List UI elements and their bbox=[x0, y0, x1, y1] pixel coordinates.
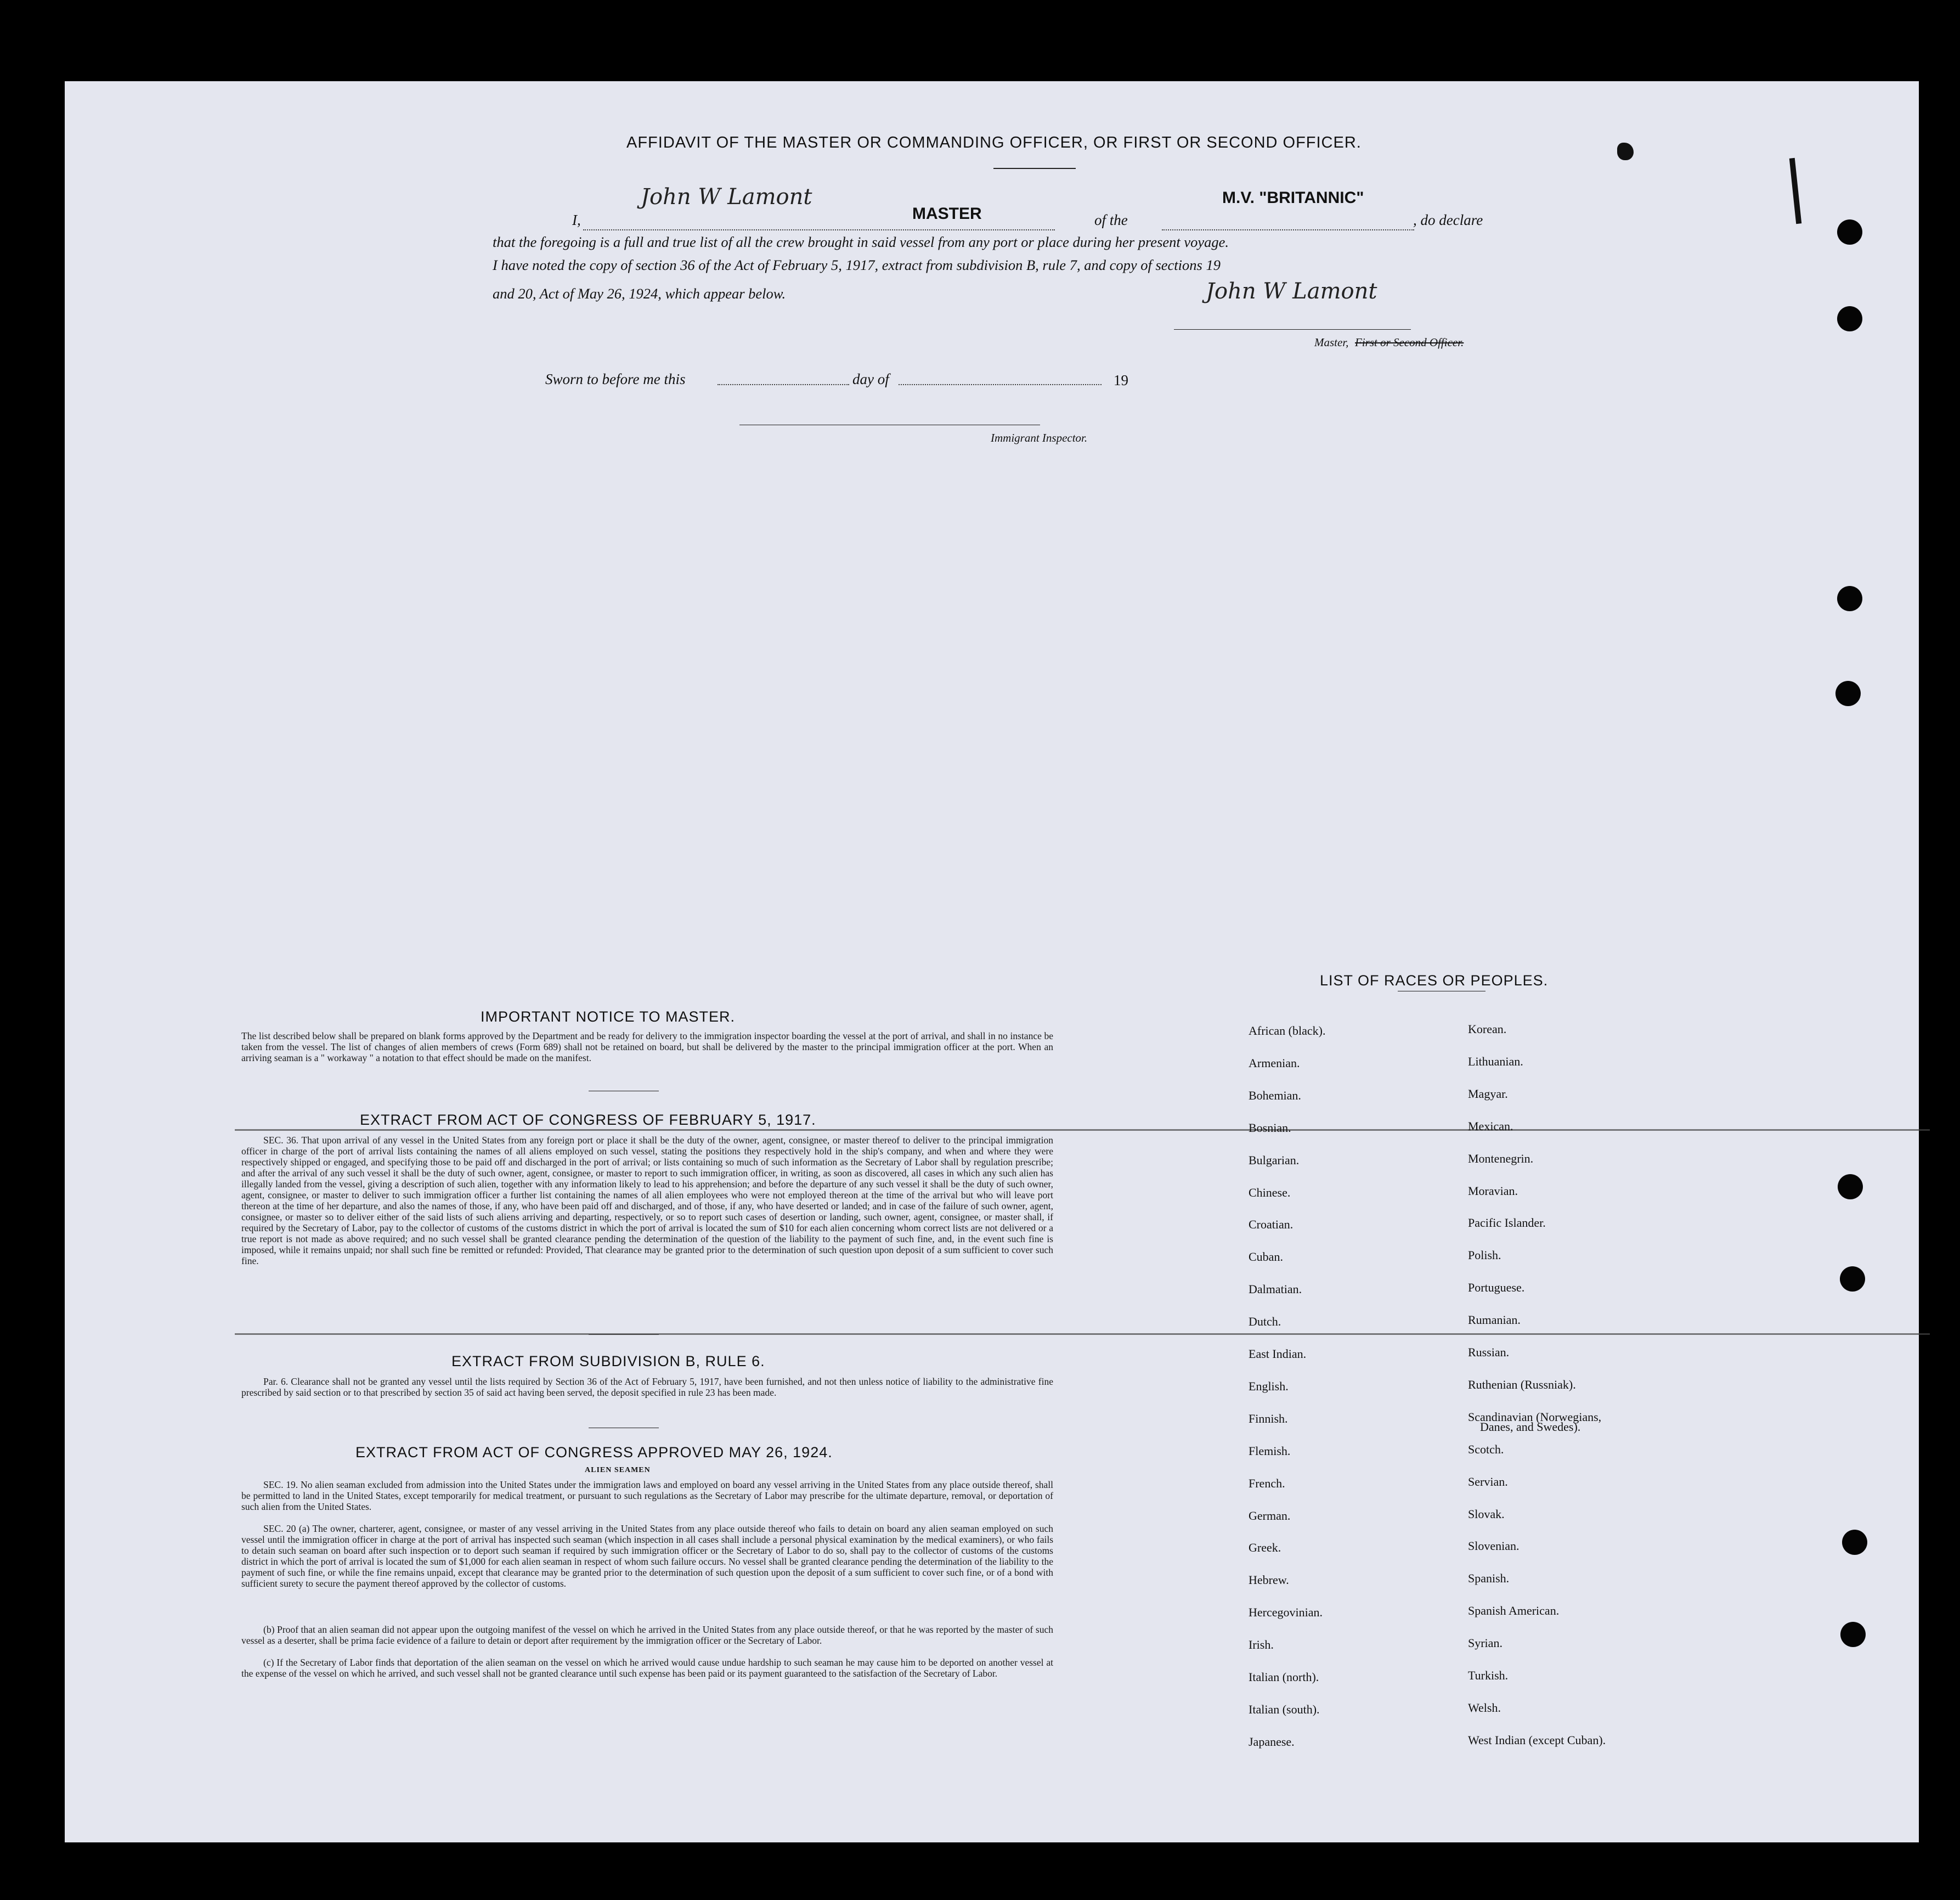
race-item: Welsh. bbox=[1468, 1700, 1501, 1715]
race-item: Dalmatian. bbox=[1249, 1282, 1302, 1296]
race-item: Italian (south). bbox=[1249, 1702, 1320, 1716]
fold-line bbox=[235, 1333, 1930, 1335]
race-item: African (black). bbox=[1249, 1024, 1326, 1038]
year-prefix: 19 bbox=[1114, 372, 1128, 388]
day-of-label: day of bbox=[852, 371, 889, 387]
master-label: Master, bbox=[1314, 336, 1349, 349]
master-signature-bottom: John W Lamont bbox=[1206, 279, 1377, 304]
name-line bbox=[583, 229, 1055, 230]
race-item: Montenegrin. bbox=[1468, 1151, 1534, 1165]
race-item: Bohemian. bbox=[1249, 1088, 1301, 1102]
race-item: Hebrew. bbox=[1249, 1573, 1289, 1587]
races-title: LIST OF RACES OR PEOPLES. bbox=[1320, 972, 1549, 989]
race-item: Hercegovinian. bbox=[1249, 1605, 1323, 1620]
sec-19-body: SEC. 19. No alien seaman excluded from admission into the United States under the immigration laws and employed on board any vessel arriving in the United States from any place outside thereof, shall be permitted to land in the United States, except temporarily for medical treatment, or pursuant to such regulations as the Secretary of Labor may prescribe for the ultimate departure, removal, or deportation of such alien from the United States. bbox=[241, 1479, 1053, 1512]
race-item: Spanish. bbox=[1468, 1571, 1510, 1586]
ink-mark bbox=[1789, 158, 1801, 224]
race-item: Greek. bbox=[1249, 1541, 1281, 1555]
race-item: Italian (north). bbox=[1249, 1670, 1319, 1684]
punch-hole bbox=[1840, 1622, 1866, 1647]
rule-6-body: Par. 6. Clearance shall not be granted any vessel until the lists required by Section 36 of the Act of February 5, 1917, have been furnished, and not then unless notice of liability to the administrative fine prescribed by said section or to that prescribed by section 35 of said act having been served, the deposit specified in rule 23 has been made. bbox=[241, 1376, 1053, 1398]
race-item: Polish. bbox=[1468, 1248, 1501, 1262]
ink-mark bbox=[1617, 143, 1634, 160]
race-item: Flemish. bbox=[1249, 1444, 1291, 1458]
i-label: I, bbox=[572, 212, 581, 228]
punch-hole bbox=[1837, 306, 1862, 331]
alien-seamen-subtitle: ALIEN SEAMEN bbox=[585, 1466, 651, 1474]
race-item: Slovak. bbox=[1468, 1507, 1505, 1521]
race-item: German. bbox=[1249, 1508, 1291, 1523]
race-item: Finnish. bbox=[1249, 1411, 1288, 1425]
sworn-day-line bbox=[718, 384, 849, 385]
affidavit-line-2: that the foregoing is a full and true list of all the crew brought in said vessel from any port or place during her present voyage. bbox=[493, 234, 1229, 250]
race-item: Pacific Islander. bbox=[1468, 1216, 1546, 1230]
sec-20b-body: (b) Proof that an alien seaman did not appear upon the outgoing manifest of the vessel on which he arrived in the United States from any place outside thereof, or that he was reported by the master of such vessel as a deserter, shall be prima facie evidence of a failure to detain or deport after requirement by the immigration officer or the Secretary of Labor. bbox=[241, 1624, 1053, 1646]
affidavit-line-3: I have noted the copy of section 36 of the Act of February 5, 1917, extract from subdivision B, rule 7, and copy of sections 19 bbox=[493, 257, 1221, 273]
punch-hole bbox=[1837, 586, 1862, 611]
race-item: Moravian. bbox=[1468, 1183, 1518, 1198]
race-item: Portuguese. bbox=[1468, 1281, 1525, 1295]
declare-label: , do declare bbox=[1413, 212, 1483, 228]
race-item: East Indian. bbox=[1249, 1347, 1307, 1361]
race-item: Scotch. bbox=[1468, 1442, 1504, 1456]
sworn-label: Sworn to before me this bbox=[545, 371, 686, 387]
punch-hole bbox=[1837, 219, 1862, 245]
punch-hole bbox=[1840, 1266, 1865, 1292]
race-item: Spanish American. bbox=[1468, 1604, 1560, 1618]
vessel-line bbox=[1162, 229, 1414, 230]
race-item: Scandinavian (Norwegians, bbox=[1468, 1410, 1602, 1424]
race-item: Servian. bbox=[1468, 1474, 1508, 1489]
sec-20a-body: SEC. 20 (a) The owner, charterer, agent, consignee, or master of any vessel arriving in the United States from any place outside thereof who fails to detain on board any alien seaman employed on such vessel until the immigration officer in charge at the port of arrival has inspected such seaman (which inspection in all cases shall include a personal physical examination by the medical examiners), or who fails to detain such seaman on board after such inspection or to deport such seaman if required by such immigration officer or the Secretary of Labor to do so, shall pay to the collector of customs of the customs district in which the port of arrival is located the sum of $1,000 for each alien seaman in respect of whom such failure occurs. No vessel shall be granted clearance pending the determination of the liability to the payment of such fine, or while the fine remains unpaid, except that clearance may be granted prior to the determination of such question upon the deposit of a sum sufficient to cover such fine, or of a bond with sufficient surety to secure the payment thereof approved by the collector of customs. bbox=[241, 1523, 1053, 1589]
race-item: Bosnian. bbox=[1249, 1120, 1291, 1135]
inspector-label: Immigrant Inspector. bbox=[991, 431, 1088, 444]
signature-rule bbox=[1174, 329, 1411, 330]
punch-hole bbox=[1835, 681, 1861, 706]
race-item: Irish. bbox=[1249, 1638, 1274, 1652]
race-item: Slovenian. bbox=[1468, 1539, 1520, 1553]
race-item: Japanese. bbox=[1249, 1734, 1295, 1749]
race-item-continuation: Danes, and Swedes). bbox=[1480, 1420, 1581, 1434]
punch-hole bbox=[1842, 1530, 1867, 1555]
notice-title: IMPORTANT NOTICE TO MASTER. bbox=[481, 1008, 736, 1025]
of-the-label: of the bbox=[1094, 212, 1128, 228]
rule-6-title: EXTRACT FROM SUBDIVISION B, RULE 6. bbox=[451, 1353, 765, 1369]
punch-hole bbox=[1838, 1174, 1863, 1199]
race-item: Magyar. bbox=[1468, 1086, 1508, 1101]
document-page bbox=[65, 81, 1919, 1842]
title-rule bbox=[993, 168, 1076, 169]
race-item: English. bbox=[1249, 1379, 1289, 1393]
vessel-name: M.V. "BRITANNIC" bbox=[1222, 189, 1364, 207]
section-rule bbox=[589, 1334, 659, 1335]
notice-body: The list described below shall be prepared on blank forms approved by the Department and be ready for delivery to the immigration inspector boarding the vessel at the port of arrival, and shall in no instance be taken from the vessel. The list of changes of alien members of crews (Form 689) shall not be retained on board, but shall be delivered by the master to the principal immigration officer at the port. When an arriving seaman is a " workaway " a notation to that effect should be made on the manifest. bbox=[241, 1030, 1053, 1063]
master-signature-top: John W Lamont bbox=[641, 184, 812, 210]
race-item: Armenian. bbox=[1249, 1056, 1300, 1070]
struck-officer-label: First or Second Officer. bbox=[1355, 336, 1464, 349]
race-item: Russian. bbox=[1468, 1345, 1510, 1359]
race-item: Ruthenian (Russniak). bbox=[1468, 1377, 1576, 1391]
sec-20c-body: (c) If the Secretary of Labor finds that deportation of the alien seaman on the vessel on which he arrived would cause undue hardship to such seaman he may cause him to be deported on another vessel at the expense of the vessel on which he arrived, and such vessel shall not be granted clearance until such expense has been paid or its payment guaranteed to the satisfaction of the Secretary of Labor. bbox=[241, 1657, 1053, 1679]
race-item: Syrian. bbox=[1468, 1636, 1503, 1650]
race-item: Croatian. bbox=[1249, 1217, 1294, 1232]
fold-line bbox=[235, 1129, 1930, 1131]
race-item: French. bbox=[1249, 1476, 1285, 1490]
extract-1917-body: SEC. 36. That upon arrival of any vessel in the United States from any foreign port or place it shall be the duty of the owner, agent, consignee, or master thereof to deliver to the principal immigration officer in charge of the port of arrival lists containing the names of all aliens employed on such vessel, stating the positions they respectively hold in the ship's company, and when and where they were respectively shipped or engaged, and specifying those to be paid off and discharged in the port of arrival; or lists containing so much of such information as the Secretary of Labor shall by regulation prescribe; and after the arrival of any such vessel it shall be the duty of such owner, agent, consignee, or master to report to such immigration officer, in writing, as soon as discovered, all cases in which any such alien has illegally landed from the vessel, giving a description of such alien, together with any information likely to lead to his apprehension; and before the departure of any such vessel it shall be the duty of such owner, agent, consignee, or master to deliver to such immigration officer a further list containing the names of all alien employees who were not employed thereon at the time of the arrival but who will leave port thereon at the time of her departure, and also the names of those, if any, who have been paid off and discharged, and of those, if any, who have deserted or landed; and in case of the failure of such owner, agent, consignee, or master so to deliver either of the said lists of such aliens arriving and departing, respectively, or so to report such cases of desertion or landing, such owner, agent, consignee, or master shall, if required by the Secretary of Labor, pay to the collector of customs of the customs district in which the port of arrival is located the sum of $10 for each alien concerning whom correct lists are not delivered or a true report is not made as above required; and no such vessel shall be granted clearance pending the determination of the question of the liability to the payment of such fine, and, in the event such fine is imposed, while it remains unpaid; nor shall such fine be remitted or refunded: Provided, That clearance may be granted prior to the determination of such question upon deposit of a sum sufficient to cover such fine. bbox=[241, 1135, 1053, 1266]
race-item: West Indian (except Cuban). bbox=[1468, 1733, 1606, 1747]
extract-1917-title: EXTRACT FROM ACT OF CONGRESS OF FEBRUARY 5, 1917. bbox=[360, 1112, 816, 1128]
race-item: Chinese. bbox=[1249, 1185, 1291, 1199]
race-item: Cuban. bbox=[1249, 1250, 1283, 1264]
race-item: Mexican. bbox=[1468, 1119, 1513, 1133]
race-item: Bulgarian. bbox=[1249, 1153, 1300, 1167]
race-item: Turkish. bbox=[1468, 1668, 1509, 1682]
rank-text: MASTER bbox=[912, 205, 982, 223]
sworn-month-line bbox=[899, 384, 1102, 385]
affidavit-title: AFFIDAVIT OF THE MASTER OR COMMANDING OFFICER, OR FIRST OR SECOND OFFICER. bbox=[626, 134, 1362, 151]
race-item: Lithuanian. bbox=[1468, 1054, 1523, 1068]
race-item: Dutch. bbox=[1249, 1315, 1281, 1329]
race-item: Rumanian. bbox=[1468, 1313, 1521, 1327]
race-item: Korean. bbox=[1468, 1022, 1507, 1036]
affidavit-line-4: and 20, Act of May 26, 1924, which appear below. bbox=[493, 285, 786, 302]
extract-1924-title: EXTRACT FROM ACT OF CONGRESS APPROVED MAY 26, 1924. bbox=[355, 1444, 833, 1461]
